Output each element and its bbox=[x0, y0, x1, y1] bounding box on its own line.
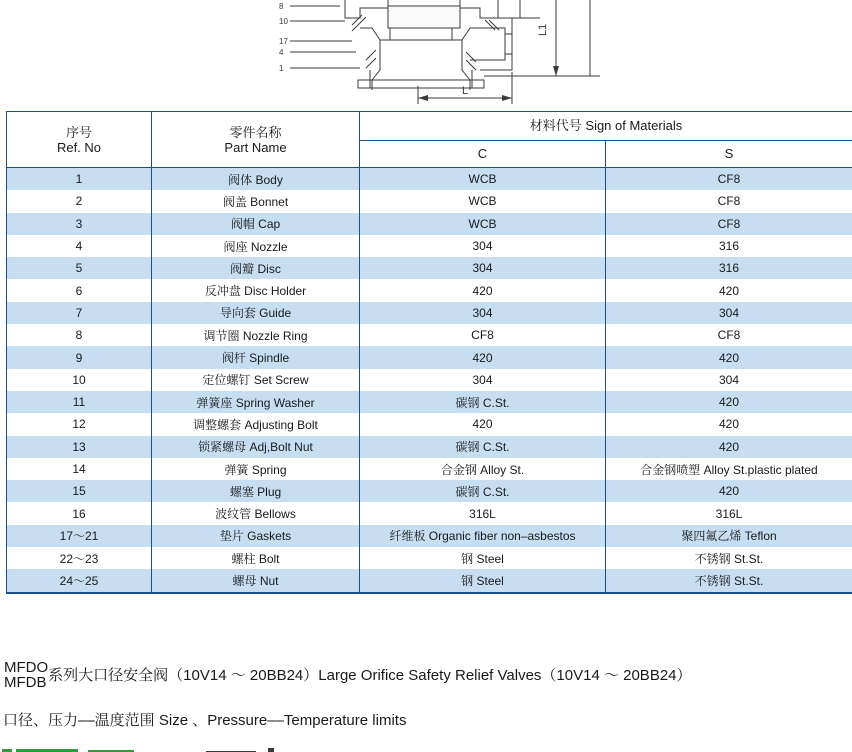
ref-no-cell: 15 bbox=[7, 480, 152, 502]
part-name-cell: 定位螺钉 Set Screw bbox=[152, 369, 360, 391]
callout-4: 4 bbox=[279, 48, 284, 57]
table-row bbox=[7, 213, 852, 235]
series-code-mfdo: MFDO bbox=[4, 660, 48, 675]
part-name-cell: 螺母 Nut bbox=[152, 569, 360, 592]
material-c-cell: 420 bbox=[360, 279, 606, 301]
callout-17: 17 bbox=[279, 37, 288, 46]
material-c-cell: 钢 Steel bbox=[360, 569, 606, 592]
ref-no-cell: 8 bbox=[7, 324, 152, 346]
table-row bbox=[7, 369, 852, 391]
material-s-cell: 316 bbox=[606, 257, 852, 279]
part-name-cell: 阀杆 Spindle bbox=[152, 346, 360, 368]
series-heading bbox=[4, 660, 692, 690]
table-row bbox=[7, 525, 852, 547]
material-c-cell: CF8 bbox=[360, 324, 606, 346]
ref-no-cell: 2 bbox=[7, 190, 152, 212]
ref-no-cell: 1 bbox=[7, 168, 152, 191]
table-row bbox=[7, 502, 852, 524]
material-c-cell: 304 bbox=[360, 369, 606, 391]
table-row bbox=[7, 480, 852, 502]
material-s-cell: CF8 bbox=[606, 190, 852, 212]
ref-no-cell: 10 bbox=[7, 369, 152, 391]
material-c-cell: 304 bbox=[360, 235, 606, 257]
material-c-cell: 碳钢 C.St. bbox=[360, 436, 606, 458]
material-s-cell: 420 bbox=[606, 480, 852, 502]
part-name-cell: 阀瓣 Disc bbox=[152, 257, 360, 279]
material-c-cell: WCB bbox=[360, 213, 606, 235]
table-row bbox=[7, 168, 852, 191]
table-row bbox=[7, 346, 852, 368]
material-s-cell: 420 bbox=[606, 391, 852, 413]
material-c-cell: 纤维板 Organic fiber non–asbestos bbox=[360, 525, 606, 547]
part-name-cell: 调整螺套 Adjusting Bolt bbox=[152, 413, 360, 435]
part-name-cell: 阀体 Body bbox=[152, 168, 360, 191]
material-s-cell: 304 bbox=[606, 302, 852, 324]
table-row bbox=[7, 391, 852, 413]
part-name-cell: 弹簧 Spring bbox=[152, 458, 360, 480]
dimension-label-l1: L1 bbox=[537, 24, 549, 36]
material-s-cell: 420 bbox=[606, 346, 852, 368]
table-row bbox=[7, 413, 852, 435]
material-c-cell: 420 bbox=[360, 413, 606, 435]
part-name-cell: 锁紧螺母 Adj,Bolt Nut bbox=[152, 436, 360, 458]
ref-no-cell: 6 bbox=[7, 279, 152, 301]
material-c-cell: 316L bbox=[360, 502, 606, 524]
header-part-cn: 零件名称 bbox=[152, 125, 359, 140]
part-name-cell: 阀盖 Bonnet bbox=[152, 190, 360, 212]
callout-8: 8 bbox=[279, 2, 284, 11]
header-materials: 材料代号 Sign of Materials bbox=[360, 112, 852, 141]
table-body bbox=[7, 168, 852, 593]
material-c-cell: 合金钢 Alloy St. bbox=[360, 458, 606, 480]
ref-no-cell: 17～21 bbox=[7, 525, 152, 547]
header-col-c: C bbox=[360, 140, 606, 168]
material-c-cell: 钢 Steel bbox=[360, 547, 606, 569]
table-row bbox=[7, 279, 852, 301]
ref-no-cell: 22～23 bbox=[7, 547, 152, 569]
ref-no-cell: 24～25 bbox=[7, 569, 152, 592]
callout-1: 1 bbox=[279, 64, 284, 73]
table-row bbox=[7, 569, 852, 592]
table-row bbox=[7, 458, 852, 480]
material-c-cell: WCB bbox=[360, 168, 606, 191]
ref-no-cell: 12 bbox=[7, 413, 152, 435]
part-name-cell: 导向套 Guide bbox=[152, 302, 360, 324]
valve-cross-section-drawing bbox=[0, 0, 852, 108]
series-title: 系列大口径安全阀（10V14 ～ 20BB24）Large Orifice Safety Relief Valves（10V14 ～ 20BB24） bbox=[48, 668, 691, 683]
header-ref-no bbox=[7, 112, 152, 168]
part-name-cell: 波纹管 Bellows bbox=[152, 502, 360, 524]
part-name-cell: 反冲盘 Disc Holder bbox=[152, 279, 360, 301]
ref-no-cell: 13 bbox=[7, 436, 152, 458]
ref-no-cell: 16 bbox=[7, 502, 152, 524]
series-codes bbox=[4, 660, 48, 690]
material-s-cell: CF8 bbox=[606, 324, 852, 346]
material-c-cell: 碳钢 C.St. bbox=[360, 480, 606, 502]
material-s-cell: 304 bbox=[606, 369, 852, 391]
header-part-en: Part Name bbox=[152, 140, 359, 155]
material-s-cell: 420 bbox=[606, 413, 852, 435]
series-code-mfdb: MFDB bbox=[4, 675, 48, 690]
part-name-cell: 阀帽 Cap bbox=[152, 213, 360, 235]
material-c-cell: 304 bbox=[360, 257, 606, 279]
part-name-cell: 螺塞 Plug bbox=[152, 480, 360, 502]
part-name-cell: 垫片 Gaskets bbox=[152, 525, 360, 547]
material-c-cell: WCB bbox=[360, 190, 606, 212]
table-row bbox=[7, 257, 852, 279]
material-c-cell: 304 bbox=[360, 302, 606, 324]
material-s-cell: CF8 bbox=[606, 213, 852, 235]
material-s-cell: 420 bbox=[606, 436, 852, 458]
ref-no-cell: 7 bbox=[7, 302, 152, 324]
table-row bbox=[7, 302, 852, 324]
material-s-cell: 316L bbox=[606, 502, 852, 524]
table-row bbox=[7, 547, 852, 569]
material-c-cell: 420 bbox=[360, 346, 606, 368]
header-col-s: S bbox=[606, 140, 852, 168]
material-s-cell: 316 bbox=[606, 235, 852, 257]
part-name-cell: 阀座 Nozzle bbox=[152, 235, 360, 257]
table-row bbox=[7, 235, 852, 257]
subsection-heading: 口径、压力––温度范围 Size 、Pressure––Temperature limits bbox=[3, 709, 406, 730]
header-ref-en: Ref. No bbox=[7, 140, 151, 155]
table-row bbox=[7, 436, 852, 458]
materials-table bbox=[6, 111, 852, 594]
material-c-cell: 碳钢 C.St. bbox=[360, 391, 606, 413]
cut-off-heading-fragment bbox=[0, 742, 300, 752]
material-s-cell: 不锈钢 St.St. bbox=[606, 569, 852, 592]
material-s-cell: 聚四氟乙烯 Teflon bbox=[606, 525, 852, 547]
header-ref-cn: 序号 bbox=[7, 125, 151, 140]
part-name-cell: 弹簧座 Spring Washer bbox=[152, 391, 360, 413]
material-s-cell: CF8 bbox=[606, 168, 852, 191]
ref-no-cell: 3 bbox=[7, 213, 152, 235]
table-row bbox=[7, 190, 852, 212]
ref-no-cell: 4 bbox=[7, 235, 152, 257]
ref-no-cell: 5 bbox=[7, 257, 152, 279]
part-name-cell: 螺柱 Bolt bbox=[152, 547, 360, 569]
header-part-name bbox=[152, 112, 360, 168]
part-name-cell: 调节圈 Nozzle Ring bbox=[152, 324, 360, 346]
material-s-cell: 420 bbox=[606, 279, 852, 301]
ref-no-cell: 11 bbox=[7, 391, 152, 413]
dimension-label-l: L bbox=[462, 85, 468, 97]
ref-no-cell: 9 bbox=[7, 346, 152, 368]
ref-no-cell: 14 bbox=[7, 458, 152, 480]
material-s-cell: 不锈钢 St.St. bbox=[606, 547, 852, 569]
table-row bbox=[7, 324, 852, 346]
material-s-cell: 合金钢喷塑 Alloy St.plastic plated bbox=[606, 458, 852, 480]
callout-10: 10 bbox=[279, 17, 288, 26]
